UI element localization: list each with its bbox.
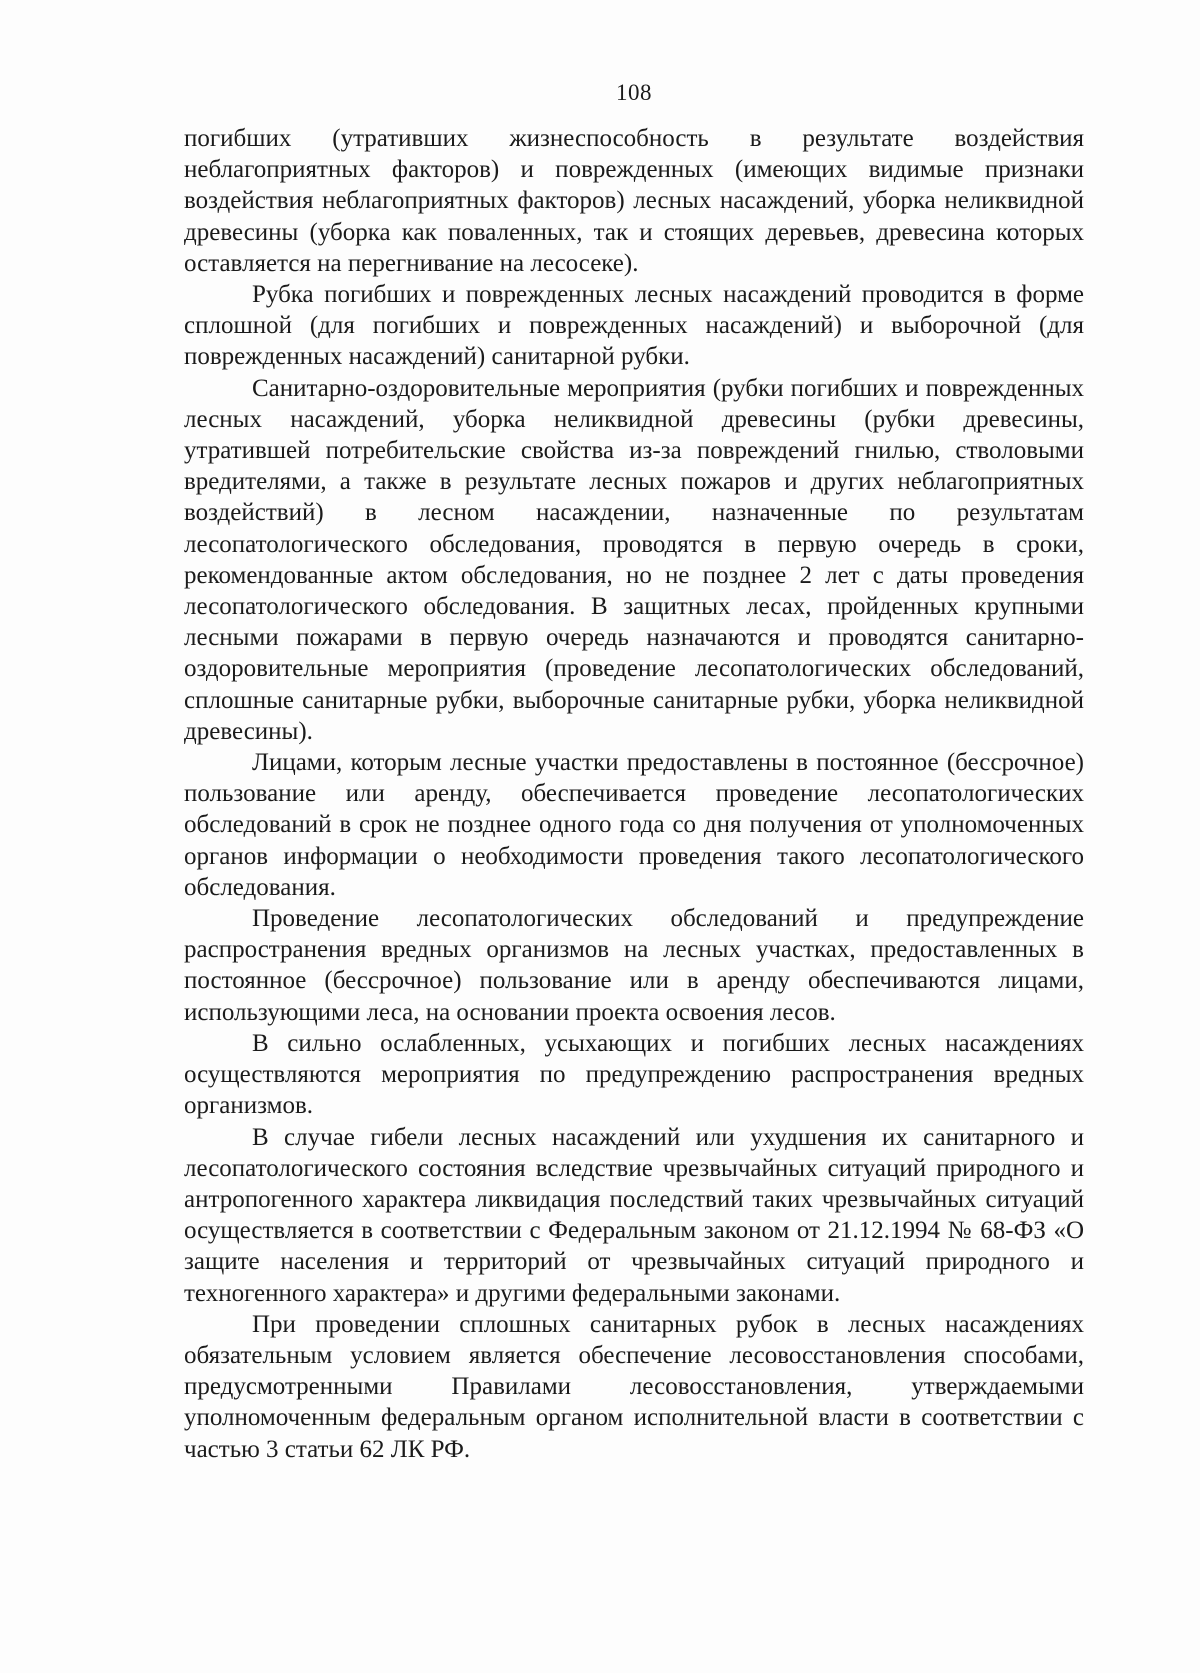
document-body xyxy=(184,123,1084,1465)
page-number: 108 xyxy=(616,80,652,105)
paragraph-sanitary-measures: Санитарно-оздоровительные мероприятия (рубки погибших и поврежденных лесных насаждений, уборка неликвидной древесины (рубки древесины, утратившей потребительские свойства из-за повреждений гнилью, стволовыми вредителями, а также в результате лесных пожаров и других неблагоприятных воздействий) в лесном насаждении, назначенные по результатам лесопатологического обследования, проводятся в первую очередь в сроки, рекомендованные актом обследования, но не позднее 2 лет с даты проведения лесопатологического обследования. В защитных лесах, пройденных крупными лесными пожарами в первую очередь назначаются и проводятся санитарно-оздоровительные мероприятия (проведение лесопатологических обследований, сплошные санитарные рубки, выборочные санитарные рубки, уборка неликвидной древесины). xyxy=(184,374,1084,745)
paragraph-reforestation: При проведении сплошных санитарных рубок в лесных насаждениях обязательным условием является обеспечение лесовосстановления способами, предусмотренными Правилами лесовосстановления, утверждаемыми уполномоченным федеральным органом исполнительной власти в соответствии с частью 3 статьи 62 ЛК РФ. xyxy=(184,1310,1084,1463)
paragraph-continuation: погибших (утративших жизнеспособность в результате воздействия неблагоприятных факторов) и поврежденных (имеющих видимые признаки воздействия неблагоприятных факторов) лесных насаждений, уборка неликвидной древесины (уборка как поваленных, так и стоящих деревьев, древесина которых оставляется на перегнивание на лесосеке). xyxy=(184,125,1084,277)
paragraph-weakened-stands: В сильно ослабленных, усыхающих и погибших лесных насаждениях осуществляются мероприятия по предупреждению распространения вредных организмов. xyxy=(184,1029,1084,1120)
paragraph-pest-prevention: Проведение лесопатологических обследований и предупреждение распространения вредных организмов на лесных участках, предоставленных в постоянное (бессрочное) пользование или в аренду обеспечиваются лицами, использующими леса, на основании проекта освоения лесов. xyxy=(184,905,1084,1026)
paragraph-emergency-situations: В случае гибели лесных насаждений или ухудшения их санитарного и лесопатологического состояния вследствие чрезвычайных ситуаций природного и антропогенного характера ликвидация последствий таких чрезвычайных ситуаций осуществляется в соответствии с Федеральным законом от 21.12.1994 № 68-ФЗ «О защите населения и территорий от чрезвычайных ситуаций природного и техногенного характера» и другими федеральными законами. xyxy=(184,1123,1084,1307)
paragraph-sanitary-felling-forms: Рубка погибших и поврежденных лесных насаждений проводится в форме сплошной (для погибших и поврежденных насаждений) и выборочной (для поврежденных насаждений) санитарной рубки. xyxy=(184,281,1084,371)
paragraph-lessee-obligations: Лицами, которым лесные участки предоставлены в постоянное (бессрочное) пользование или аренду, обеспечивается проведение лесопатологических обследований в срок не позднее одного года со дня получения от уполномоченных органов информации о необходимости проведения такого лесопатологического обследования. xyxy=(184,749,1084,901)
